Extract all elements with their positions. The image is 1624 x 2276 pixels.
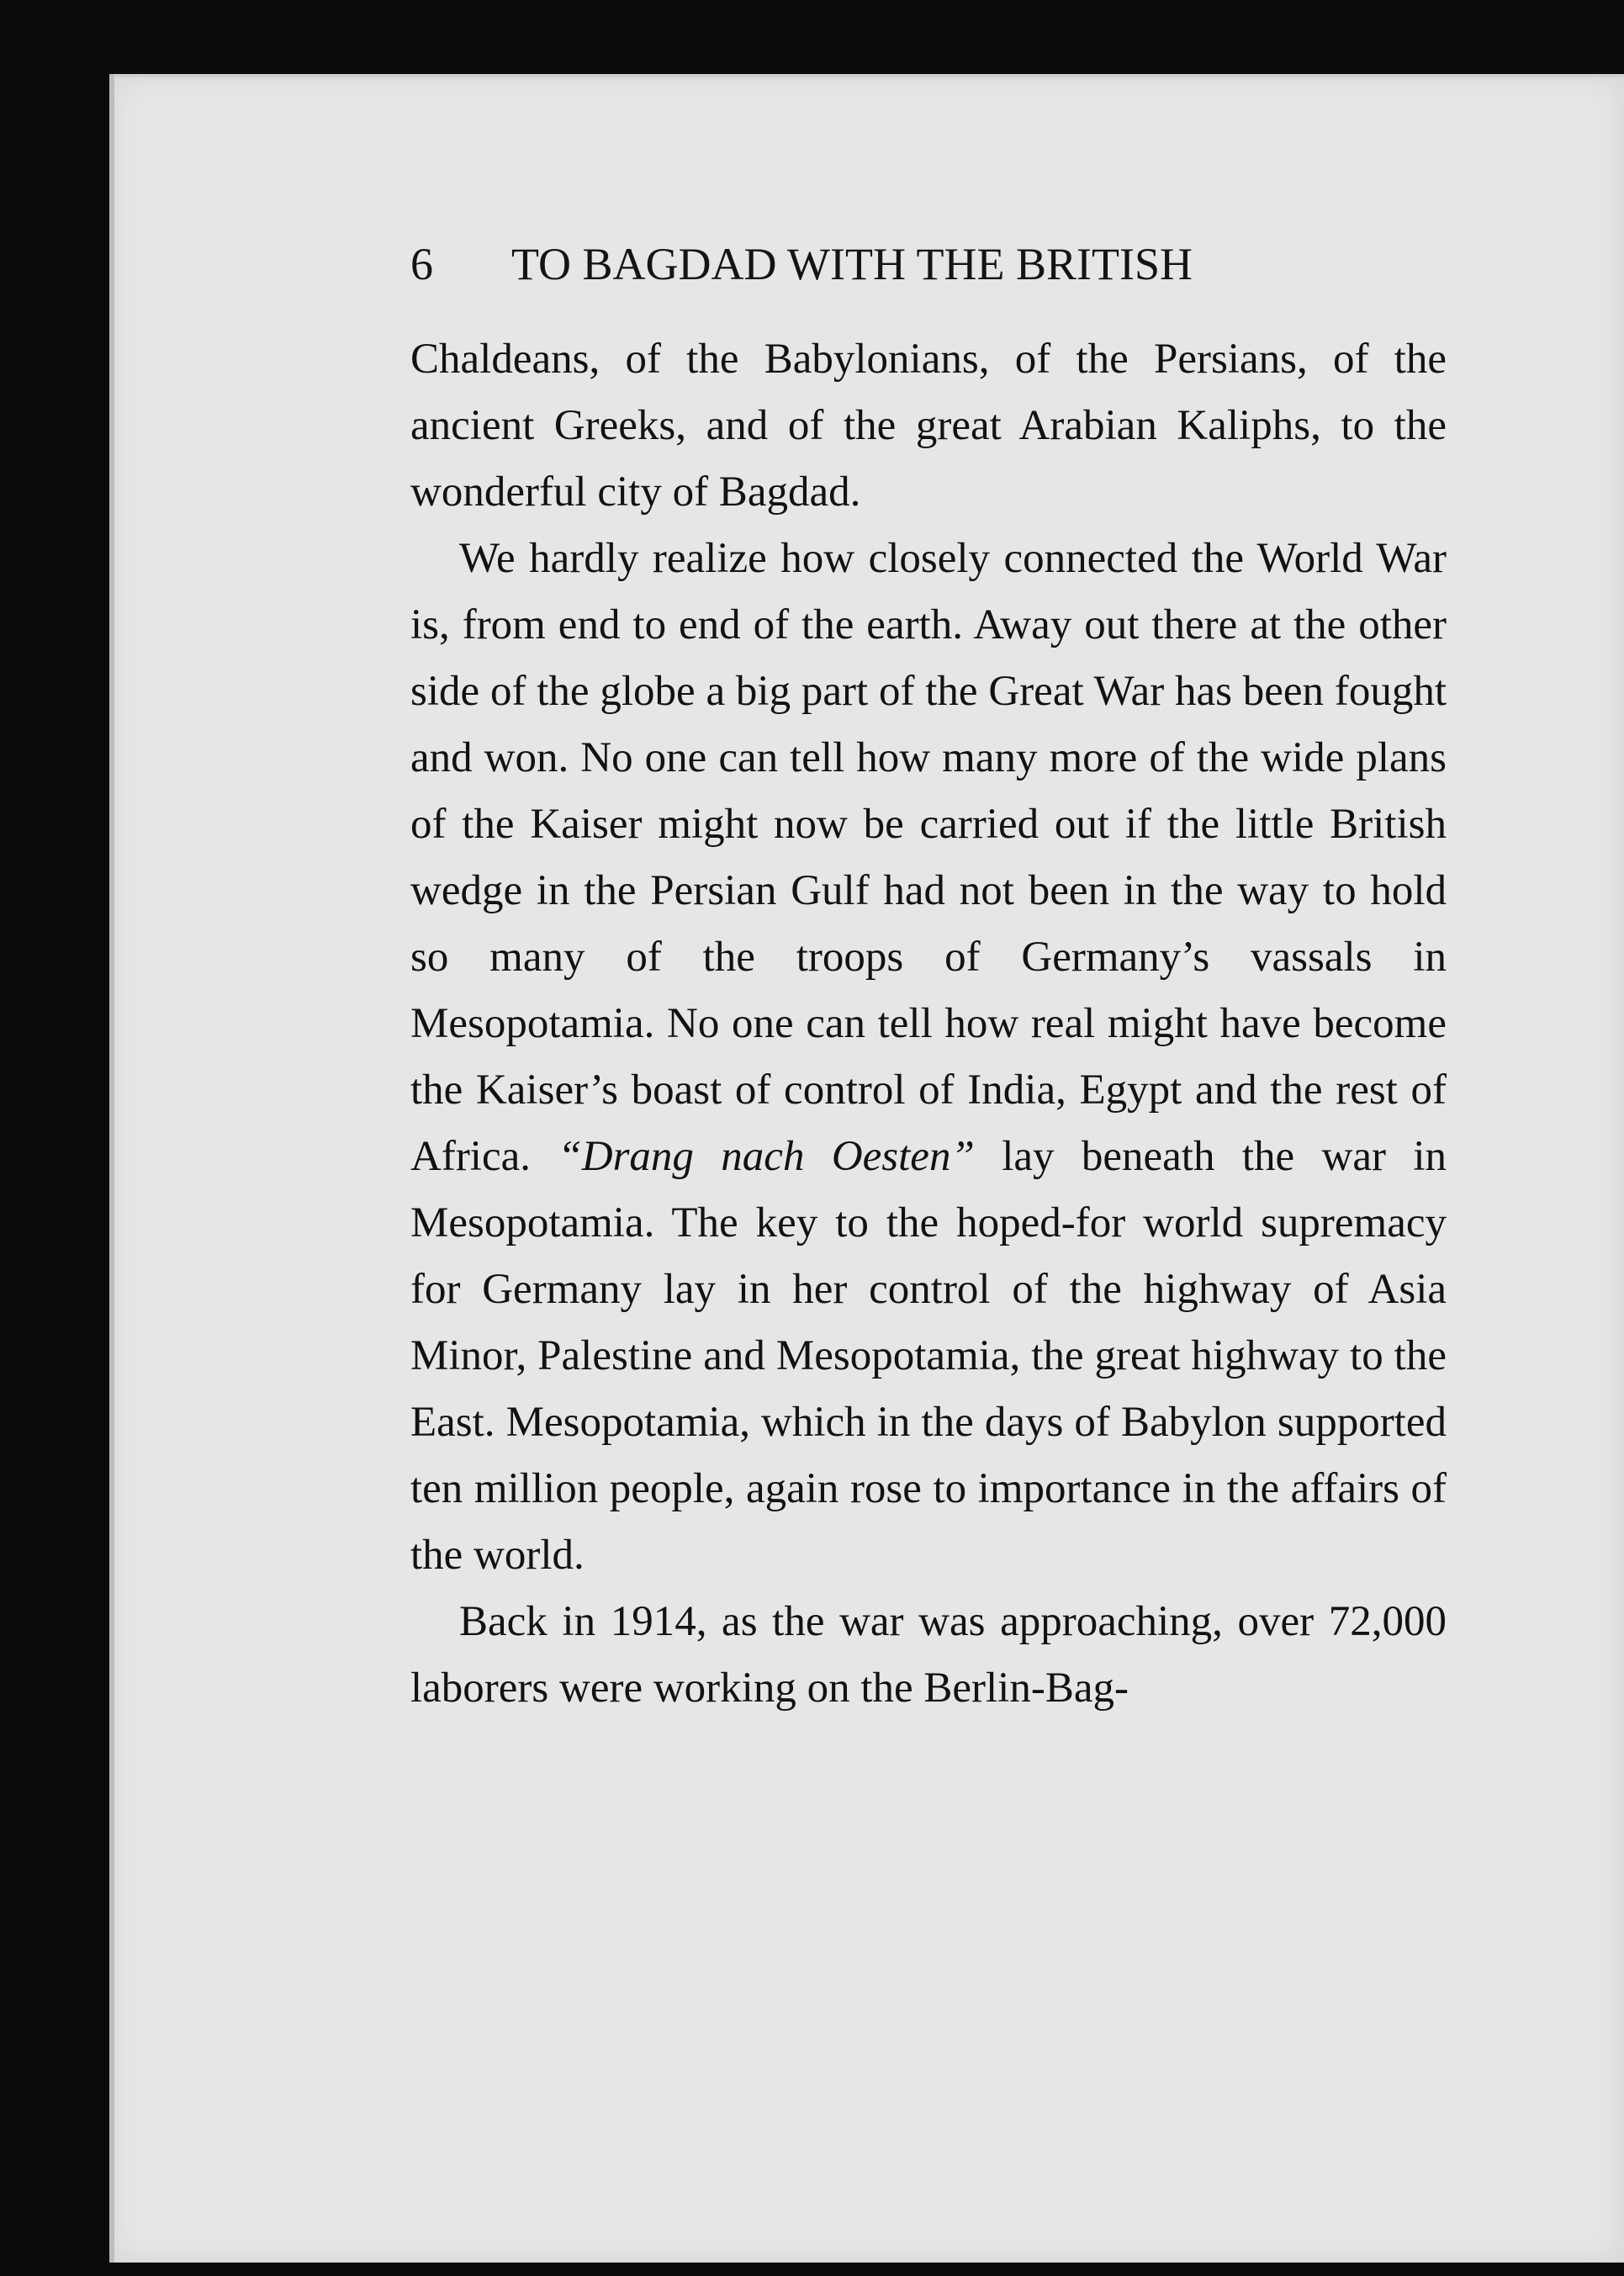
running-header xyxy=(410,237,1447,291)
paragraph-2 xyxy=(410,526,1447,1589)
german-phrase: “Drang nach Oesten” xyxy=(558,1133,975,1180)
running-title: TO BAGDAD WITH THE BRITISH xyxy=(511,239,1193,289)
paragraph-3: Back in 1914, as the war was approaching, over 72,000 laborers were working on the Berlin-Bag- xyxy=(410,1598,1447,1712)
paragraph-2-before: We hardly realize how closely connected the World War is, from end to end of the earth. Away out there at the other side of the globe a big part of the Great War has been fought and won. No one can tell how many more of the wide plans of the Kaiser might now be carried out if the little British wedge in the Persian Gulf had not been in the way to hold so many of the troops of Germany’s vassals in Mesopotamia. No one can tell how real might have become the Kaiser’s boast of control of India, Egypt and the rest of Africa. xyxy=(410,535,1447,1180)
paragraph-2-after: lay beneath the war in Mesopotamia. The key to the hoped-for world supremacy for Germany lay in her control of the highway of Asia Minor, Palestine and Mesopotamia, the great highway to the East. Mesopotamia, which in the days of Babylon supported ten million people, again rose to importance in the affairs of the world. xyxy=(410,1133,1447,1579)
paragraph-1: Chaldeans, of the Babylonians, of the Persians, of the ancient Greeks, and of the great Arabian Kaliphs, to the wonderful city of Bagdad. xyxy=(410,336,1447,516)
body-text xyxy=(410,326,1447,1722)
page-left-edge xyxy=(109,74,114,2263)
page-number: 6 xyxy=(410,239,433,289)
page-top-edge xyxy=(114,74,1624,77)
